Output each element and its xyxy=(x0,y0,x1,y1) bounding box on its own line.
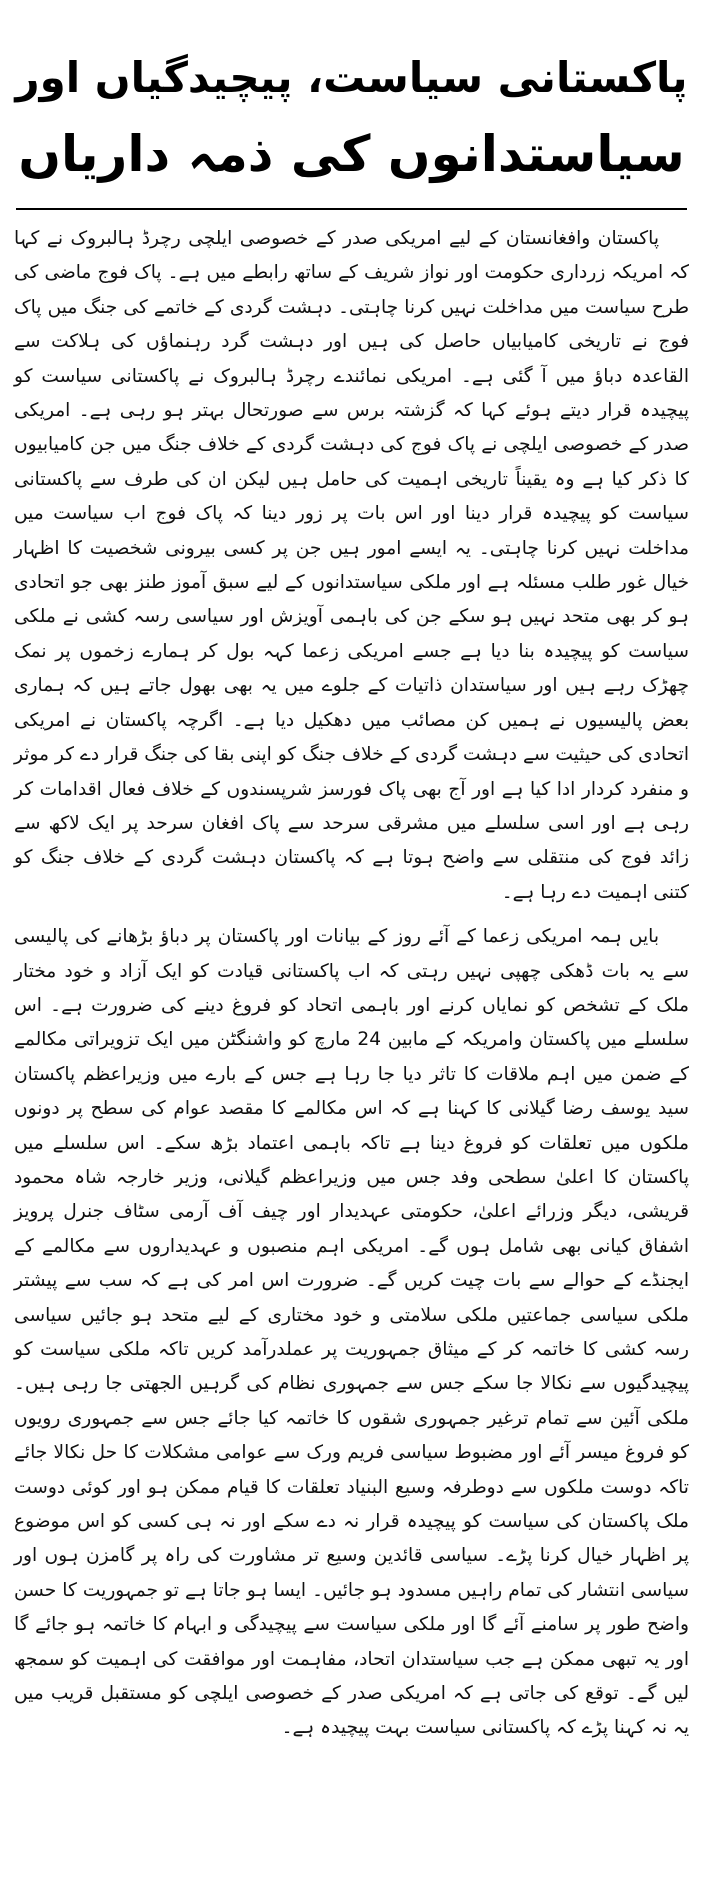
headline-line-1: پاکستانی سیاست، پیچیدگیاں اور xyxy=(15,53,688,102)
article-paragraph-1: پاکستان وافغانستان کے لیے امریکی صدر کے خصوصی ایلچی رچرڈ ہالبروک نے کہا کہ امریکہ زرداری حکومت اور نواز شریف کے ساتھ رابطے میں ہے۔ پاک فوج ماضی کی طرح سیاست میں مداخلت نہیں کرنا چاہتی۔ دہشت گردی کے خاتمے کی جنگ میں پاک فوج نے تاریخی کامیابیاں حاصل کی ہیں اور دہشت گرد رہنماؤں کی ہلاکت سے القاعدہ دباؤ میں آ گئی ہے۔ امریکی نمائندے رچرڈ ہالبروک نے پاکستانی سیاست کو پیچیدہ قرار دیتے ہوئے کہا کہ گزشتہ برس سے صورتحال بہتر ہو رہی ہے۔ امریکی صدر کے خصوصی ایلچی نے پاک فوج کی دہشت گردی کے خلاف جنگ میں جن کامیابیوں کا ذکر کیا ہے وہ یقیناً تاریخی اہمیت کی حامل ہیں لیکن ان کی طرف سے پاکستانی سیاست کو پیچیدہ قرار دینا اور اس بات پر زور دینا کہ پاک فوج اب سیاست میں مداخلت نہیں کرنا چاہتی۔ یہ ایسے امور ہیں جن پر کسی بیرونی شخصیت کا اظہار خیال غور طلب مسئلہ ہے اور ملکی سیاستدانوں کے لیے سبق آموز طنز بھی جو اتحادی ہو کر بھی متحد نہیں ہو سکے جن کی باہمی آویزش اور سیاسی رسہ کشی نے ملکی سیاست کو پیچیدہ بنا دیا ہے جسے امریکی زعما کہہ بول کر ہمارے زخموں پر نمک چھڑک رہے ہیں اور سیاستدان ذاتیات کے جلوے میں یہ بھی بھول جاتے ہیں کہ ہماری بعض پالیسیوں نے ہمیں کن مصائب میں دھکیل دیا ہے۔ اگرچہ پاکستان نے امریکی اتحادی کی حیثیت سے دہشت گردی کے خلاف جنگ کو اپنی بقا کی جنگ قرار دے کر موثر و منفرد کردار ادا کیا ہے اور آج بھی پاک فورسز شرپسندوں کے خلاف فعال اقدامات کر رہی ہے اور اسی سلسلے میں مشرقی سرحد سے پاک افغان سرحد پر ایک لاکھ سے زائد فوج کی منتقلی سے واضح ہوتا ہے کہ پاکستان دہشت گردی کے خلاف جنگ کو کتنی اہمیت دے رہا ہے۔ xyxy=(14,228,689,903)
headline-divider xyxy=(16,208,687,210)
headline-line-2: سیاستدانوں کی ذمہ داریاں xyxy=(18,125,685,183)
article-paragraph-2: بایں ہمہ امریکی زعما کے آئے روز کے بیانات اور پاکستان پر دباؤ بڑھانے کی پالیسی سے یہ بات ڈھکی چھپی نہیں رہتی کہ اب پاکستانی قیادت کو ایک آزاد و خود مختار ملک کے تشخص کو نمایاں کرنے اور باہمی اتحاد کو فروغ دینے کی ضرورت ہے۔ اس سلسلے میں پاکستان وامریکہ کے مابین 24 مارچ کو واشنگٹن میں ایک تزویراتی مکالمے کے ضمن میں اہم ملاقات کا تاثر دیا جا رہا ہے جس کے بارے میں وزیراعظم پاکستان سید یوسف رضا گیلانی کا کہنا ہے کہ اس مکالمے کا مقصد عوام کی سطح پر دونوں ملکوں میں تعلقات کو فروغ دینا ہے تاکہ باہمی اعتماد بڑھ سکے۔ اس سلسلے میں پاکستان کا اعلیٰ سطحی وفد جس میں وزیراعظم گیلانی، وزیر خارجہ شاہ محمود قریشی، دیگر وزرائے اعلیٰ، حکومتی عہدیدار اور چیف آف آرمی سٹاف جنرل پرویز اشفاق کیانی بھی شامل ہوں گے۔ امریکی اہم منصبوں و عہدیداروں سے مکالمے کے ایجنڈے کے حوالے سے بات چیت کریں گے۔ ضرورت اس امر کی ہے کہ سب سے پیشتر ملکی سیاسی جماعتیں ملکی سلامتی و خود مختاری کے لیے متحد ہو جائیں سیاسی رسہ کشی کا خاتمہ کر کے میثاق جمہوریت پر عملدرآمد کریں تاکہ ملکی سیاست کو پیچیدگیوں سے نکالا جا سکے جس سے جمہوری نظام کی گرہیں الجھتی جا رہی ہیں۔ ملکی آئین سے تمام ترغیر جمہوری شقوں کا خاتمہ کیا جائے جس سے جمہوری رویوں کو فروغ میسر آئے اور مضبوط سیاسی فریم ورک سے عوامی مشکلات کا حل نکالا جائے تاکہ دوست ملکوں سے دوطرفہ وسیع البنیاد تعلقات کا قیام ممکن ہو اور کوئی دوست ملک پاکستان کی سیاست کو پیچیدہ قرار نہ دے سکے اور نہ ہی کسی کو اس موضوع پر اظہار خیال کرنا پڑے۔ سیاسی قائدین وسیع تر مشاورت کی راہ پر گامزن ہوں اور سیاسی انتشار کی تمام راہیں مسدود ہو جائیں۔ ایسا ہو جاتا ہے تو جمہوریت کا حسن واضح طور پر سامنے آئے گا اور ملکی سیاست سے پیچیدگی و ابہام کا خاتمہ ہو جائے گا اور یہ تبھی ممکن ہے جب سیاستدان اتحاد، مفاہمت اور موافقت کی اہمیت کو سمجھ لیں گے۔ توقع کی جاتی ہے کہ امریکی صدر کے خصوصی ایلچی کو مستقبل قریب میں یہ نہ کہنا پڑے کہ پاکستانی سیاست بہت پیچیدہ ہے۔ xyxy=(14,926,689,1739)
article-headline xyxy=(10,0,693,192)
article-body xyxy=(14,222,689,1746)
